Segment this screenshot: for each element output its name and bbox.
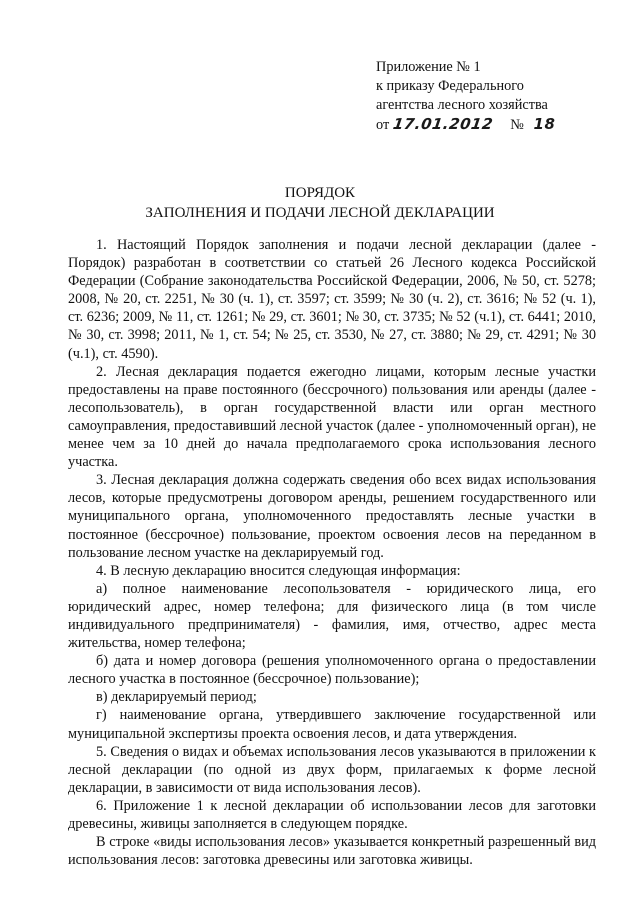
from-label: от bbox=[376, 117, 390, 133]
paragraph-4b: б) дата и номер договора (решения уполномоченного органа о предоставлении лесного участка в постоянное (бессрочное) пользование); bbox=[68, 653, 596, 688]
paragraph-1: 1. Настоящий Порядок заполнения и подачи лесной декларации (далее - Порядок) разработан в соответствии со статьей 26 Лесного кодекса Российской Федерации (Собрание законодательства Российской Федерации, 2006, № 50, ст. 5278; 2008, № 20, ст. 2251, № 30 (ч. 1), ст. 3597; ст. 3599; № 30 (ч. 2), ст. 3616; № 52 (ч. 1), ст. 6236; 2009, № 11, ст. 1261; № 29, ст. 3601; № 30, ст. 3735; № 52 (ч.1), ст. 6441; 2010, № 30, ст. 3998; 2011, № 1, ст. 54; № 25, ст. 3530, № 27, ст. 3880; № 29, ст. 4291; № 30 (ч.1), ст. 4590). bbox=[68, 237, 596, 362]
appendix-line-2: к приказу Федерального bbox=[376, 78, 524, 94]
handwritten-number: 18 bbox=[533, 115, 556, 133]
appendix-line-3: агентства лесного хозяйства bbox=[376, 97, 548, 113]
appendix-date-line bbox=[376, 115, 626, 135]
number-label: № bbox=[510, 117, 524, 133]
paragraph-4: 4. В лесную декларацию вносится следующая информация: bbox=[96, 562, 461, 579]
appendix-header bbox=[376, 58, 626, 135]
appendix-line-1: Приложение № 1 bbox=[376, 59, 481, 75]
paragraph-6: 6. Приложение 1 к лесной декларации об использовании лесов для заготовки древесины, живицы заполняется в следующем порядке. bbox=[68, 797, 596, 832]
paragraph-4c: в) декларируемый период; bbox=[96, 689, 257, 706]
paragraph-2: 2. Лесная декларация подается ежегодно лицами, которым лесные участки предоставлены на праве постоянного (бессрочного) пользования или аренды (далее - лесопользователь), в орган государственной власти или орган местного самоуправления, предоставивший лесной участок (далее - уполномоченный орган), не менее чем за 10 дней до начала предполагаемого срока использования лесного участка. bbox=[68, 363, 596, 471]
document-title: ПОРЯДОК bbox=[284, 185, 356, 201]
document-body bbox=[68, 236, 596, 869]
handwritten-date: 17.01.2012 bbox=[391, 115, 495, 133]
paragraph-5: 5. Сведения о видах и объемах использования лесов указываются в приложении к лесной декларации (по одной из двух форм, прилагаемых к форме лесной декларации, в зависимости от вида использования лесов). bbox=[68, 743, 596, 796]
document-subtitle: ЗАПОЛНЕНИЯ И ПОДАЧИ ЛЕСНОЙ ДЕКЛАРАЦИИ bbox=[145, 205, 495, 221]
paragraph-4d: г) наименование органа, утвердившего заключение государственной или муниципальной экспертизы проекта освоения лесов, и дата утверждения. bbox=[68, 707, 596, 742]
paragraph-4a: а) полное наименование лесопользователя - юридического лица, его юридический адрес, номер телефона; для физического лица (в том числе индивидуального предпринимателя) - фамилия, имя, отчество, адрес места жительства, номер телефона; bbox=[68, 580, 596, 652]
paragraph-7: В строке «виды использования лесов» указывается конкретный разрешенный вид использования лесов: заготовка древесины или заготовка живицы. bbox=[68, 834, 596, 869]
paragraph-3: 3. Лесная декларация должна содержать сведения обо всех видах использования лесов, которые предусмотрены договором аренды, решением государственного или муниципального органа, уполномоченного предоставлять лесные участки в постоянное (бессрочное) пользование, проектом освоения лесов на переданном в пользование лесном участке на декларируемый год. bbox=[68, 472, 596, 561]
